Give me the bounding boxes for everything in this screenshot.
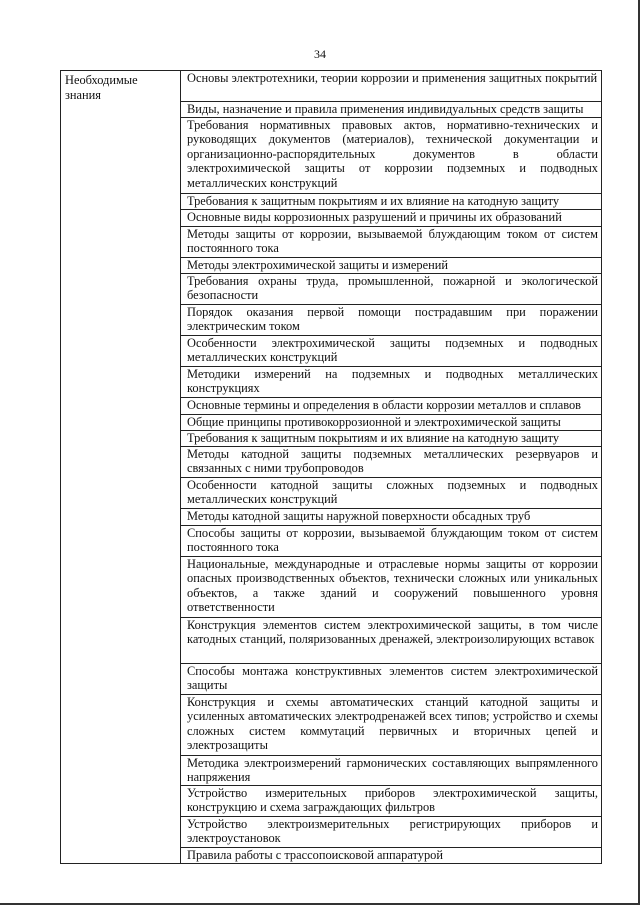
knowledge-item: Методики измерений на подземных и подводных металлических конструкциях: [181, 366, 602, 397]
knowledge-item: Методы катодной защиты наружной поверхности обсадных труб: [181, 508, 602, 525]
knowledge-item: Способы монтажа конструктивных элементов систем электрохимической защиты: [181, 663, 602, 694]
knowledge-item: Методы катодной защиты подземных металлических резервуаров и связанных с ними трубопроводов: [181, 446, 602, 477]
knowledge-item: Устройство электроизмерительных регистрирующих приборов и электроустановок: [181, 816, 602, 847]
section-label: Необходимые знания: [61, 71, 181, 864]
knowledge-item: Способы защиты от коррозии, вызываемой блуждающим током от систем постоянного тока: [181, 525, 602, 556]
knowledge-item: Требования охраны труда, промышленной, пожарной и экологической безопасности: [181, 273, 602, 304]
knowledge-item: Порядок оказания первой помощи пострадавшим при поражении электрическим током: [181, 304, 602, 335]
knowledge-item: Правила работы с трассопоисковой аппаратурой: [181, 847, 602, 863]
knowledge-item: Национальные, международные и отраслевые нормы защиты от коррозии опасных производственных объектов, технически сложных или уникальных объектов, а также зданий и сооружений повышенного уровня ответственности: [181, 556, 602, 617]
knowledge-item: Конструкция элементов систем электрохимической защиты, в том числе катодных станций, поляризованных дренажей, электроизолирующих вставок: [181, 617, 602, 663]
knowledge-table-body: [61, 71, 602, 864]
knowledge-item: Особенности электрохимической защиты подземных и подводных металлических конструкций: [181, 335, 602, 366]
knowledge-item: Виды, назначение и правила применения индивидуальных средств защиты: [181, 102, 602, 118]
table-row: [61, 71, 602, 102]
page-number: 34: [314, 47, 326, 61]
knowledge-item: Требования к защитным покрытиям и их влияние на катодную защиту: [181, 430, 602, 446]
knowledge-item: Конструкция и схемы автоматических станций катодной защиты и усиленных автоматических электродренажей всех типов; устройство и схемы сложных систем коммутаций первичных и вторичных цепей и электрозащиты: [181, 694, 602, 755]
knowledge-item: Общие принципы противокоррозионной и электрохимической защиты: [181, 414, 602, 430]
knowledge-item: Основные виды коррозионных разрушений и причины их образований: [181, 209, 602, 226]
knowledge-item: Методы электрохимической защиты и измерений: [181, 257, 602, 273]
knowledge-table: [60, 70, 602, 864]
knowledge-item: Требования к защитным покрытиям и их влияние на катодную защиту: [181, 193, 602, 209]
knowledge-item: Основные термины и определения в области коррозии металлов и сплавов: [181, 397, 602, 414]
knowledge-item: Основы электротехники, теории коррозии и применения защитных покрытий: [181, 71, 602, 102]
knowledge-item: Особенности катодной защиты сложных подземных и подводных металлических конструкций: [181, 477, 602, 508]
knowledge-item: Методы защиты от коррозии, вызываемой блуждающим током от систем постоянного тока: [181, 226, 602, 257]
knowledge-item: Требования нормативных правовых актов, нормативно-технических и руководящих документов (материалов), технической документации и организационно-распорядительных документов в области электрохимической защиты от коррозии подземных и подводных металлических конструкций: [181, 117, 602, 193]
knowledge-item: Устройство измерительных приборов электрохимической защиты, конструкцию и схема заграждающих фильтров: [181, 785, 602, 816]
knowledge-item: Методика электроизмерений гармонических составляющих выпрямленного напряжения: [181, 755, 602, 785]
